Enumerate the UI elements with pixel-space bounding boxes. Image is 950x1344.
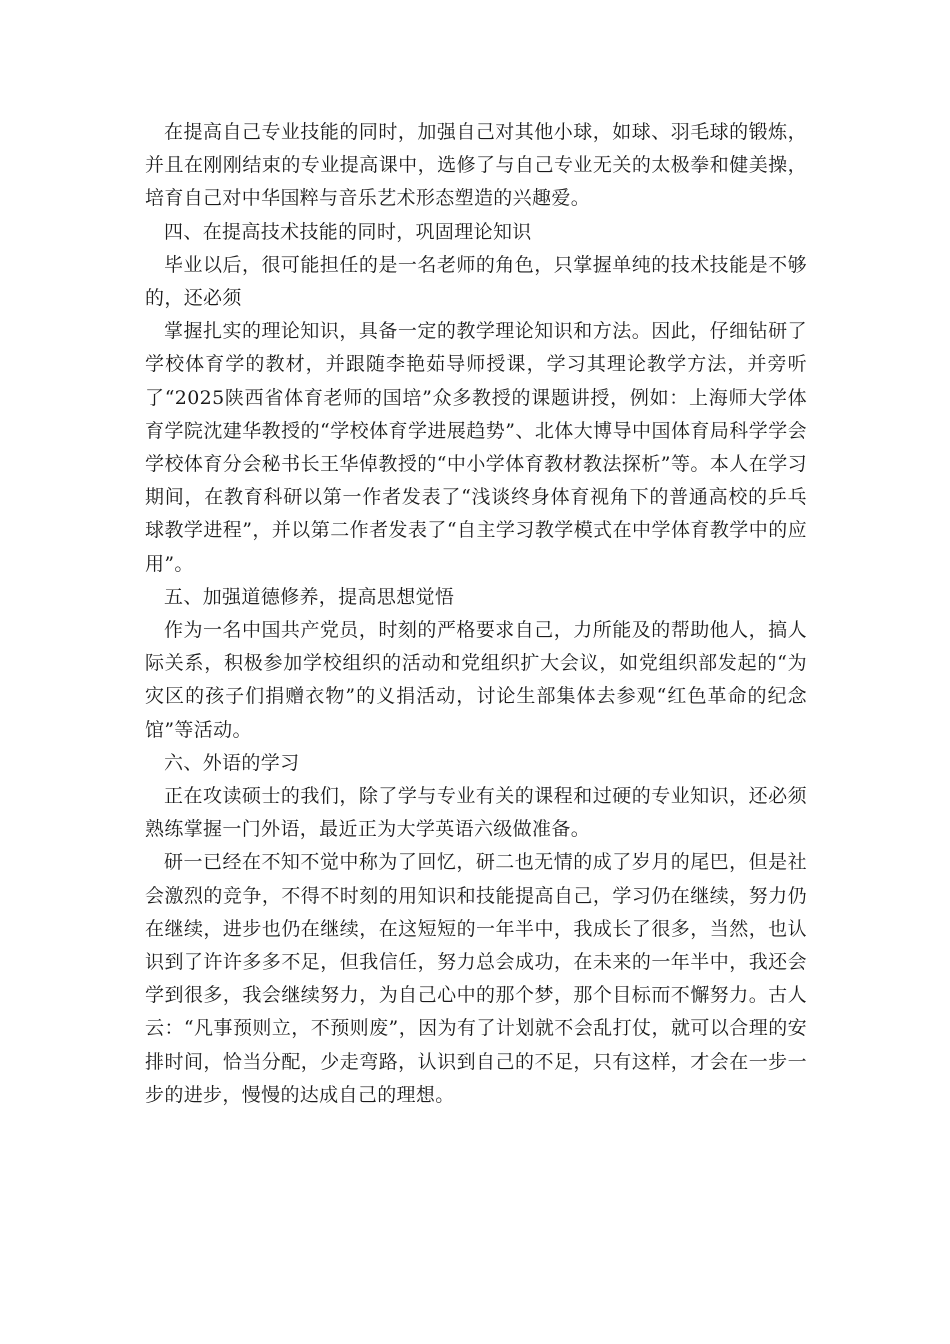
heading-section-5: 五、加强道德修养，提高思想觉悟 xyxy=(164,585,455,608)
paragraph-after-graduation: 毕业以后，很可能担任的是一名老师的角色，只掌握单纯的技术技能是不够的，还必须 xyxy=(145,253,807,310)
paragraph-foreign-language: 正在攻读硕士的我们，除了学与专业有关的课程和过硬的专业知识，还必须熟练掌握一门外语，最近正为大学英语六级做准备。 xyxy=(145,785,807,841)
heading-section-6: 六、外语的学习 xyxy=(164,751,300,774)
heading-section-4: 四、在提高技术技能的同时，巩固理论知识 xyxy=(164,220,532,243)
paragraph-theory-knowledge: 掌握扎实的理论知识，具备一定的教学理论知识和方法。因此，仔细钻研了学校体育学的教材，并跟随李艳茹导师授课，学习其理论教学方法，并旁听了“2025陕西省体育老师的国培”众多教授的课题讲授，例如：上海师大学体育学院沈建华教授的“学校体育学进展趋势”、北体大博导中国体育局科学学会学校体育分会秘书长王华倬教授的“中小学体育教材教法探析”等。本人在学习期间，在教育科研以第一作者发表了“浅谈终身体育视角下的普通高校的乒乓球教学进程”，并以第二作者发表了“自主学习教学模式在中学体育教学中的应用”。 xyxy=(145,320,807,575)
paragraph-conclusion: 研一已经在不知不觉中称为了回忆，研二也无情的成了岁月的尾巴，但是社会激烈的竞争，不得不时刻的用知识和技能提高自己，学习仍在继续，努力仍在继续，进步也仍在继续，在这短短的一年半中，我成长了很多，当然，也认识到了许许多多不足，但我信任，努力总会成功，在未来的一年半中，我还会学到很多，我会继续努力，为自己心中的那个梦，那个目标而不懈努力。古人云：“凡事预则立，不预则废”，因为有了计划就不会乱打仗，就可以合理的安排时间，恰当分配，少走弯路，认识到自己的不足，只有这样，才会在一步一步的进步，慢慢的达成自己的理想。 xyxy=(145,851,807,1106)
paragraph-party-member: 作为一名中国共产党员，时刻的严格要求自己，力所能及的帮助他人，搞人际关系，积极参加学校组织的活动和党组织扩大会议，如党组织部发起的“为灾区的孩子们捐赠衣物”的义捐活动，讨论生部集体去参观“红色革命的纪念馆”等活动。 xyxy=(145,619,807,741)
paragraph-skills-practice: 在提高自己专业技能的同时，加强自己对其他小球，如球、羽毛球的锻炼，并且在刚刚结束的专业提高课中，选修了与自己专业无关的太极拳和健美操，培育自己对中华国粹与音乐艺术形态塑造的兴趣爱。 xyxy=(145,121,807,210)
document-body xyxy=(145,116,807,1112)
